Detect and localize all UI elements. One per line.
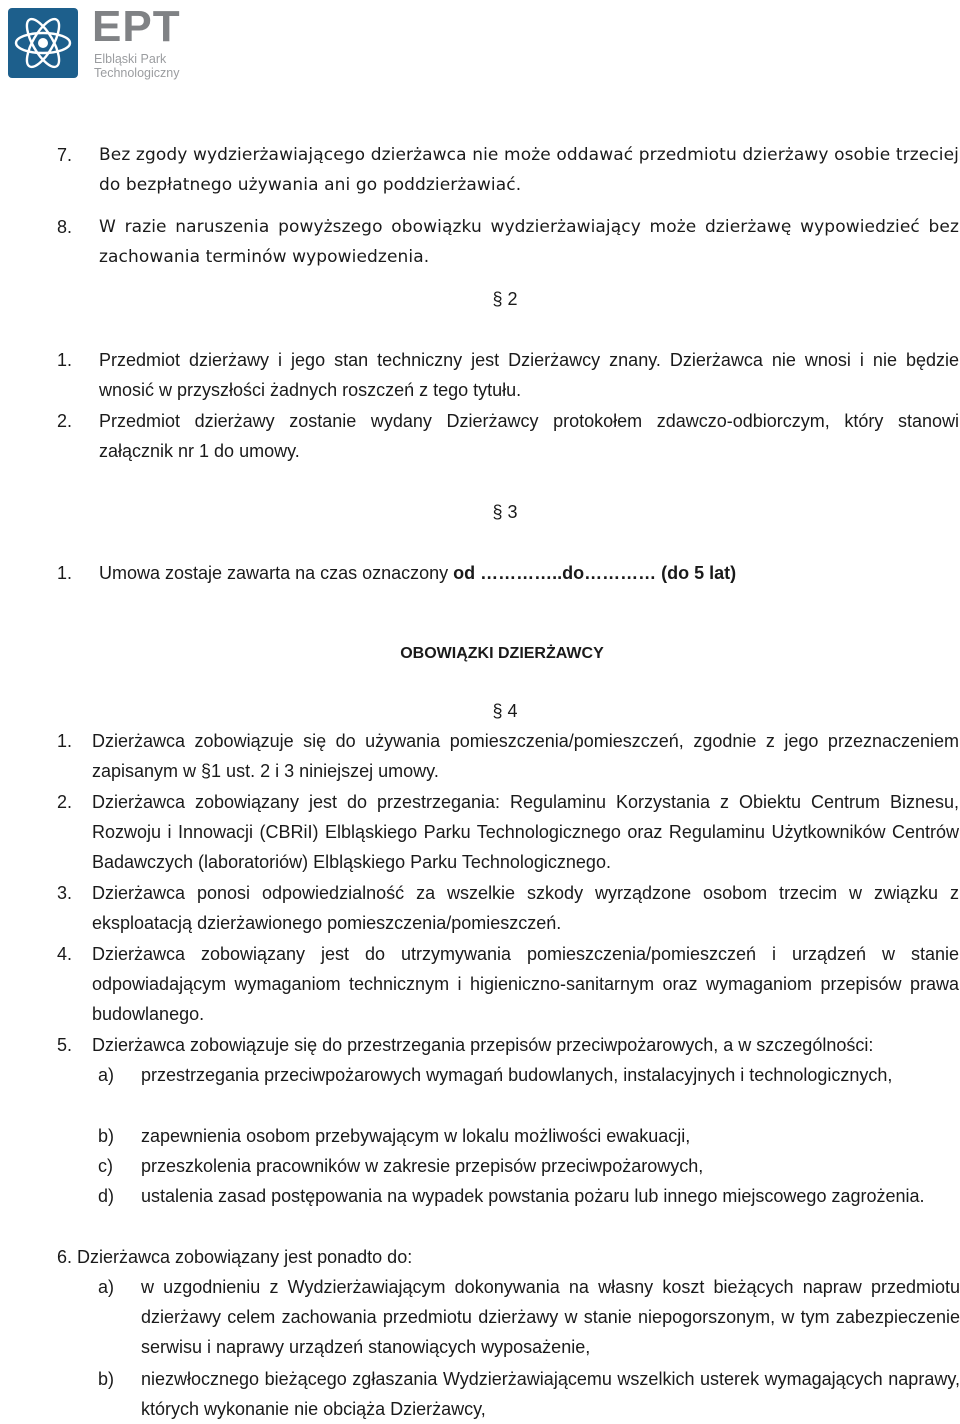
section-heading: OBOWIĄZKI DZIERŻAWCY xyxy=(400,645,604,662)
item-number: 3. xyxy=(57,883,73,903)
item-number: 2. xyxy=(57,792,73,812)
list-item-6: 6. Dzierżawca zobowiązany jest ponadto do: xyxy=(57,1247,413,1267)
sub-item-text: przestrzegania przeciwpożarowych wymagań budowlanych, instalacyjnych i technologicznych, xyxy=(141,1065,893,1085)
sub-item-text: ustalenia zasad postępowania na wypadek powstania pożaru lub innego miejscowego zagrożenia. xyxy=(141,1186,925,1206)
sub-item-text: niezwłocznego bieżącego zgłaszania Wydzierżawiającemu wszelkich usterek wymagających naprawy, których wykonanie nie obciąża Dzierżawcy, xyxy=(141,1369,960,1419)
logo-brand-text: EPT xyxy=(92,2,181,51)
section-title: § 2 xyxy=(492,289,518,309)
item-number: 7. xyxy=(57,145,73,165)
item-number: 5. xyxy=(57,1035,73,1055)
logo-subtitle-line2: Technologiczny xyxy=(94,66,180,80)
sub-item-letter: c) xyxy=(98,1156,113,1176)
sub-item-text: przeszkolenia pracowników w zakresie przepisów przeciwpożarowych, xyxy=(141,1156,704,1176)
item-text: Dzierżawca ponosi odpowiedzialność za wszelkie szkody wyrządzone osobom trzecim w związku z eksploatacją dzierżawionego pomieszczenia/pomieszczeń. xyxy=(92,883,959,933)
section-title: § 3 xyxy=(492,502,518,522)
item-text xyxy=(99,558,959,588)
item-text: Dzierżawca zobowiązany jest do utrzymywania pomieszczenia/pomieszczeń i urządzeń w stanie odpowiadającym wymaganiom technicznym i higieniczno-sanitarnym oraz wymaganiom przepisów prawa budowlanego. xyxy=(92,944,959,1024)
sub-item-letter: b) xyxy=(98,1126,115,1146)
sub-item-letter: b) xyxy=(98,1369,115,1389)
item-number: 1. xyxy=(57,350,73,370)
item-number: 1. xyxy=(57,731,73,751)
item-text-plain: Umowa zostaje zawarta na czas oznaczony xyxy=(99,563,454,583)
sub-item-text: zapewnienia osobom przebywającym w lokalu możliwości ewakuacji, xyxy=(141,1126,691,1146)
section-title: § 4 xyxy=(492,701,518,721)
item-text: Przedmiot dzierżawy zostanie wydany Dzierżawcy protokołem zdawczo-odbiorczym, który stanowi załącznik nr 1 do umowy. xyxy=(99,411,959,461)
sub-item-letter: d) xyxy=(98,1186,115,1206)
item-number: 1. xyxy=(57,563,73,583)
item-number: 2. xyxy=(57,411,73,431)
item-text: Dzierżawca zobowiązuje się do przestrzegania przepisów przeciwpożarowych, a w szczególności: xyxy=(92,1035,874,1055)
sub-item-letter: a) xyxy=(98,1065,115,1085)
item-number: 8. xyxy=(57,217,73,237)
item-number: 4. xyxy=(57,944,73,964)
sub-item-letter: a) xyxy=(98,1277,115,1297)
item-text: Przedmiot dzierżawy i jego stan techniczny jest Dzierżawcy znany. Dzierżawca nie wnosi i nie będzie wnosić w przyszłości żadnych roszczeń z tego tytułu. xyxy=(99,350,959,400)
item-text: Dzierżawca zobowiązany jest do przestrzegania: Regulaminu Korzystania z Obiektu Centrum Biznesu, Rozwoju i Innowacji (CBRiI) Elbląskiego Parku Technologicznego oraz Regulaminu Użytkowników Centrów Badawczych (laboratoriów) Elbląskiego Parku Technologicznego. xyxy=(92,792,959,872)
logo-subtitle-line1: Elbląski Park xyxy=(94,52,167,66)
item-text: W razie naruszenia powyższego obowiązku wydzierżawiający może dzierżawę wypowiedzieć bez zachowania terminów wypowiedzenia. xyxy=(99,217,959,267)
sub-item-text: w uzgodnieniu z Wydzierżawiającym dokonywania na własny koszt bieżących napraw przedmiotu dzierżawy celem zachowania przedmiotu dzierżawy w stanie niepogorszonym, w tym zabezpieczenie serwisu i naprawy urządzeń stanowiących wyposażenie, xyxy=(141,1277,960,1357)
item-text: Bez zgody wydzierżawiającego dzierżawca nie może oddawać przedmiotu dzierżawy osobie trzeciej do bezpłatnego używania ani go poddzierżawiać. xyxy=(99,145,959,195)
item-text-bold: od …………..do………… (do 5 lat) xyxy=(453,563,737,583)
item-text: Dzierżawca zobowiązuje się do używania pomieszczenia/pomieszczeń, zgodnie z jego przeznaczeniem zapisanym w §1 ust. 2 i 3 niniejszej umowy. xyxy=(92,731,959,781)
